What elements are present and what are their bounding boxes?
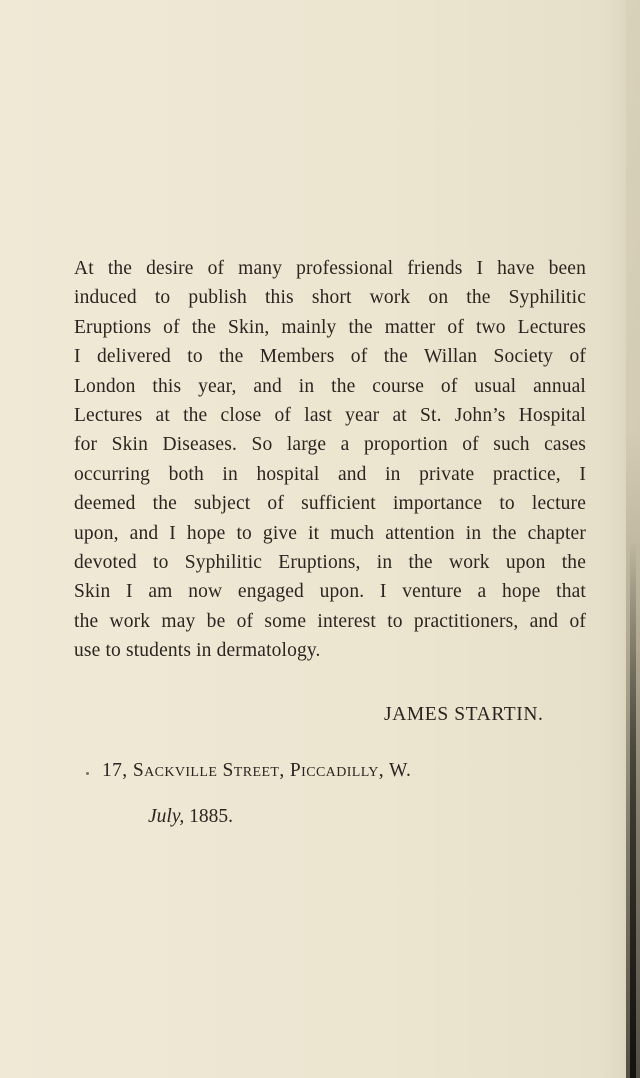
preface-line: induced to publish this short work on the Syphilitic — [74, 287, 586, 309]
preface-line: use to students in dermatology. — [74, 640, 321, 662]
date-year: 1885. — [189, 806, 234, 827]
author-address: 17, Sackville Street, Piccadilly, W. — [102, 760, 412, 781]
bullet-dot-mark — [86, 772, 89, 775]
preface-line: Lectures at the close of last year at St. John’s Hospital — [74, 405, 586, 427]
preface-date — [148, 806, 233, 828]
preface-line: devoted to Syphilitic Eruptions, in the work upon the — [74, 552, 586, 574]
preface-line: upon, and I hope to give it much attention in the chapter — [74, 522, 586, 544]
preface-line: London this year, and in the course of usual annual — [74, 375, 586, 397]
date-month: July, — [148, 806, 185, 827]
preface-line: Skin I am now engaged upon. I venture a hope that — [74, 581, 586, 603]
preface-line: At the desire of many professional friends I have been — [74, 258, 586, 279]
preface-line: for Skin Diseases. So large a proportion of such cases — [74, 434, 586, 456]
preface-line: deemed the subject of sufficient importance to lecture — [74, 493, 586, 515]
preface-line: the work may be of some interest to practitioners, and of — [74, 610, 586, 632]
preface-text — [74, 254, 586, 666]
author-signature: JAMES STARTIN. — [384, 704, 544, 725]
preface-line: occurring both in hospital and in private practice, I — [74, 463, 586, 485]
page-edge-dark — [630, 540, 636, 1078]
preface-line: I delivered to the Members of the Willan Society of — [74, 346, 586, 368]
preface-line: Eruptions of the Skin, mainly the matter of two Lectures — [74, 316, 586, 338]
